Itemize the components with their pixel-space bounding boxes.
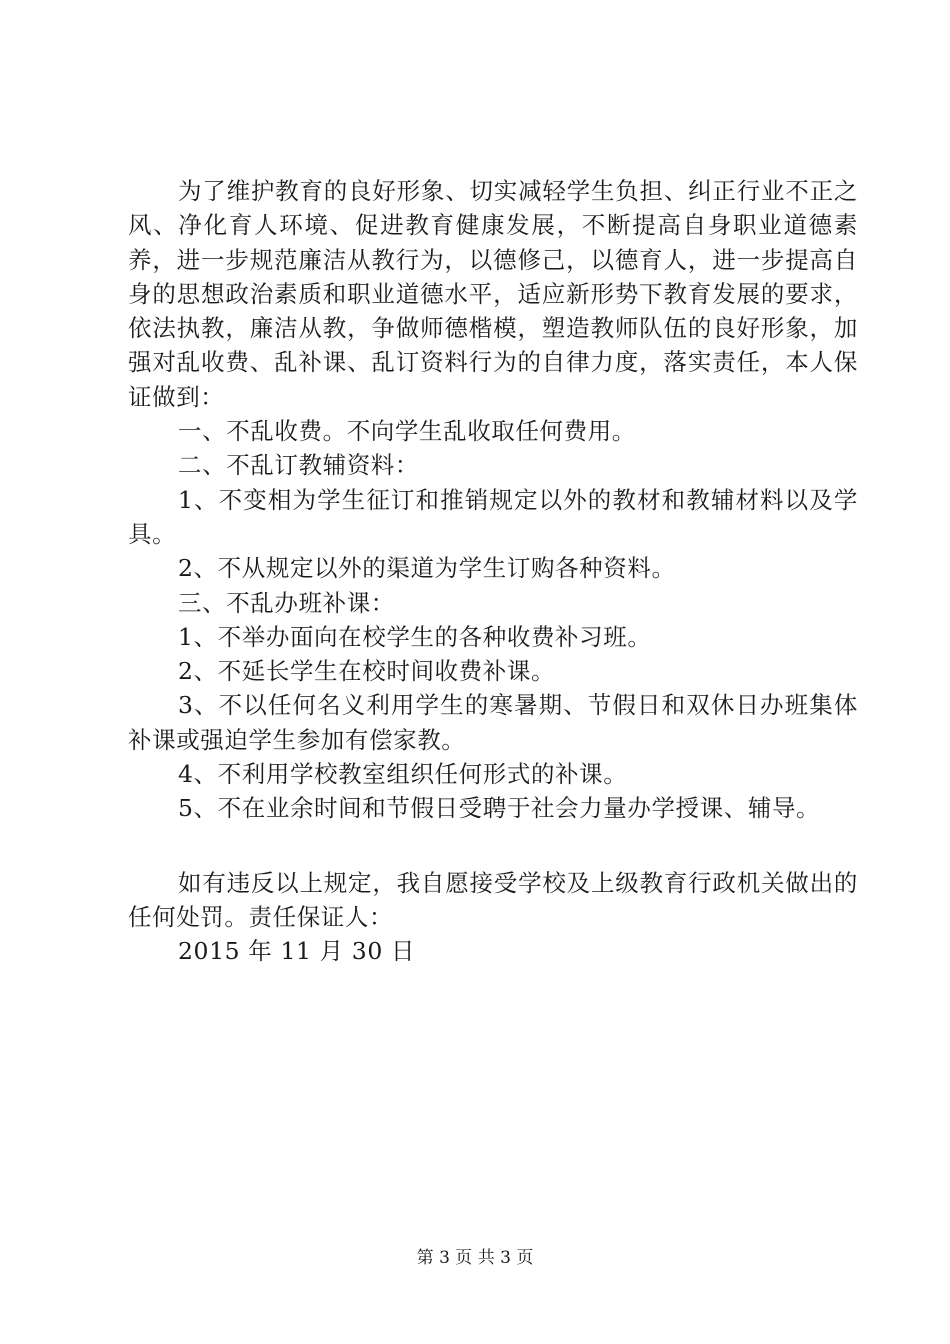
item-2: 二、不乱订教辅资料： [178,451,419,480]
item-3-1: 1、不举办面向在校学生的各种收费补习班。 [178,622,652,651]
item-3-2: 2、不延长学生在校时间收费补课。 [178,657,556,686]
page-footer: 第 3 页 共 3 页 [416,1248,534,1268]
item-2-1: 1、不变相为学生征订和推销规定以外的教材和教辅材料以及学具。 [128,485,858,548]
item-3-3: 3、不以任何名义利用学生的寒暑期、节假日和双休日办班集体补课或强迫学生参加有偿家教。 [128,691,858,754]
closing-paragraph: 如有违反以上规定，我自愿接受学校及上级教育行政机关做出的任何处罚。责任保证人： [128,868,858,931]
spacer [128,826,858,866]
date-line: 2015 年 11 月 30 日 [178,937,416,966]
document-body [128,174,858,969]
item-3-4: 4、不利用学校教室组织任何形式的补课。 [178,760,628,789]
item-3: 三、不乱办班补课： [178,588,395,617]
item-3-5: 5、不在业余时间和节假日受聘于社会力量办学授课、辅导。 [178,794,821,823]
item-1: 一、不乱收费。不向学生乱收取任何费用。 [178,417,636,446]
intro-paragraph: 为了维护教育的良好形象、切实减轻学生负担、纠正行业不正之风、净化育人环境、促进教育健康发展，不断提高自身职业道德素养，进一步规范廉洁从教行为，以德修己，以德育人，进一步提高自身的思想政治素质和职业道德水平，适应新形势下教育发展的要求，依法执教，廉洁从教，争做师德楷模，塑造教师队伍的良好形象，加强对乱收费、乱补课、乱订资料行为的自律力度，落实责任，本人保证做到： [128,177,858,411]
item-2-2: 2、不从规定以外的渠道为学生订购各种资料。 [178,554,676,583]
